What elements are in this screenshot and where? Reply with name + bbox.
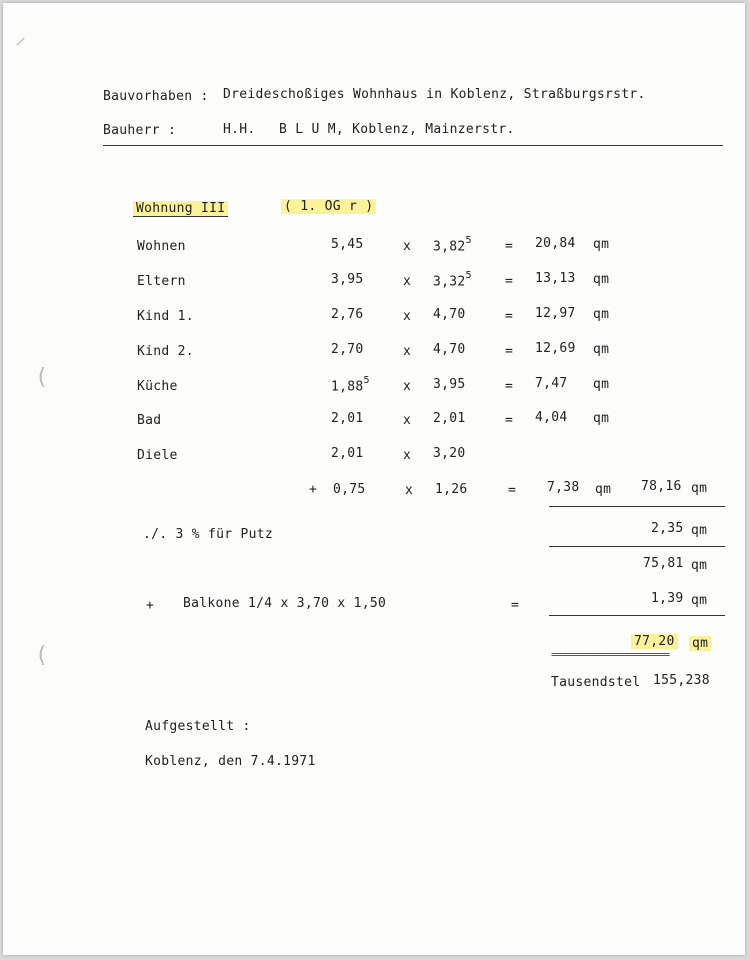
- room-width: [331, 342, 364, 357]
- deduction-label: ./. 3 % für Putz: [143, 527, 274, 542]
- room-times-text: x: [403, 274, 412, 289]
- room-name-text: Kind 2.: [137, 344, 194, 359]
- room-width-text: 2,01: [331, 446, 364, 461]
- room-times-text: x: [403, 379, 412, 394]
- room-times: [403, 274, 411, 289]
- total-unit: [689, 636, 711, 651]
- room-name: [137, 274, 186, 289]
- room-length-text: 3,32: [433, 274, 466, 290]
- room-equals: [505, 379, 513, 394]
- room-name-text: Bad: [137, 413, 162, 428]
- room-unit-text: qm: [593, 237, 610, 252]
- room-length-text: 3,95: [433, 377, 466, 392]
- room-unit: [593, 272, 609, 287]
- room-times: [403, 239, 411, 254]
- room-unit-text: qm: [593, 342, 610, 357]
- balcony-unit: qm: [691, 593, 708, 608]
- room-equals-text: =: [505, 309, 514, 324]
- room-area-text: 13,13: [535, 271, 576, 286]
- subtotal-value: 78,16: [641, 479, 682, 494]
- room-unit-text: qm: [593, 272, 610, 287]
- room-area: [535, 271, 576, 286]
- room-unit: [593, 377, 609, 392]
- punch-hole-mark: (: [35, 643, 49, 668]
- balcony-label: Balkone 1/4 x 3,70 x 1,50: [183, 596, 387, 611]
- owner-label: Bauherr :: [103, 123, 177, 138]
- room-name: [137, 448, 178, 463]
- room-length: [433, 307, 466, 322]
- room-width-superscript: 5: [363, 375, 370, 386]
- header-rule: [103, 145, 723, 146]
- room-name-text: Eltern: [137, 274, 186, 289]
- room-unit: [593, 411, 609, 426]
- room-name: [137, 413, 161, 428]
- subtotal-unit: qm: [691, 481, 708, 496]
- extra-area-unit: qm: [595, 482, 612, 497]
- room-times-text: x: [403, 448, 412, 463]
- deduction-rule: [549, 546, 725, 547]
- after-deduction-unit: qm: [691, 558, 708, 573]
- owner-value: B L U M, Koblenz, Mainzerstr.: [279, 122, 515, 137]
- room-times-text: x: [403, 344, 412, 359]
- room-times: [403, 448, 411, 463]
- room-width: [331, 307, 364, 322]
- deduction-unit: qm: [691, 523, 708, 538]
- balcony-value: 1,39: [651, 591, 684, 606]
- room-width: [331, 237, 364, 252]
- room-times-text: x: [403, 239, 412, 254]
- room-length: [433, 272, 472, 289]
- room-area: [535, 306, 576, 321]
- room-width-text: 5,45: [331, 237, 364, 252]
- scan-mark: ⸝: [15, 25, 27, 50]
- room-name: [137, 344, 194, 359]
- room-width-text: 2,70: [331, 342, 364, 357]
- room-area-text: 12,97: [535, 306, 576, 321]
- section-title: [133, 201, 228, 217]
- room-times: [403, 344, 411, 359]
- room-area: [535, 410, 568, 425]
- balcony-prefix: +: [146, 598, 155, 613]
- room-area: [535, 376, 568, 391]
- room-equals-text: =: [505, 413, 514, 428]
- room-equals: [505, 309, 513, 324]
- room-width-text: 1,88: [331, 379, 364, 395]
- room-equals-text: =: [505, 274, 514, 289]
- floor-label: [281, 199, 376, 214]
- section-title-text: Wohnung III: [133, 201, 228, 216]
- project-label: Bauvorhaben :: [103, 89, 209, 104]
- room-width-text: 2,01: [331, 411, 364, 426]
- room-area-text: 20,84: [535, 236, 576, 251]
- room-area-text: 12,69: [535, 341, 576, 356]
- total-value: [631, 634, 678, 649]
- room-name: [137, 379, 178, 394]
- punch-hole-mark: (: [35, 365, 49, 390]
- room-width: [331, 446, 364, 461]
- room-times: [403, 413, 411, 428]
- room-length: [433, 377, 466, 392]
- subtotal-rule: [549, 506, 725, 507]
- room-equals: [505, 239, 513, 254]
- extra-area: 7,38: [547, 480, 580, 495]
- room-area: [535, 341, 576, 356]
- room-length-text: 3,20: [433, 446, 466, 461]
- prepared-label: Aufgestellt :: [145, 719, 251, 734]
- room-length: [433, 446, 466, 461]
- floor-label-text: ( 1. OG r ): [281, 199, 376, 214]
- room-length: [433, 411, 466, 426]
- balcony-rule: [549, 615, 725, 616]
- room-length: [433, 237, 472, 254]
- room-unit-text: qm: [593, 411, 610, 426]
- room-width-text: 2,76: [331, 307, 364, 322]
- room-length: [433, 342, 466, 357]
- balcony-equals: =: [511, 598, 520, 613]
- room-unit: [593, 237, 609, 252]
- room-unit-text: qm: [593, 377, 610, 392]
- room-equals-text: =: [505, 344, 514, 359]
- total-value-text: 77,20: [631, 634, 678, 649]
- room-unit: [593, 307, 609, 322]
- room-equals: [505, 413, 513, 428]
- total-unit-text: qm: [689, 636, 711, 651]
- room-times: [403, 309, 411, 324]
- room-width-text: 3,95: [331, 272, 364, 287]
- room-width: [331, 377, 370, 394]
- room-name-text: Küche: [137, 379, 178, 394]
- document-page: [3, 3, 745, 955]
- total-double-rule: =====================: [551, 648, 670, 661]
- room-name-text: Wohnen: [137, 239, 186, 254]
- thousandths-value: 155,238: [653, 673, 710, 688]
- extra-width: 0,75: [333, 482, 366, 497]
- deduction-value: 2,35: [651, 521, 684, 536]
- room-equals: [505, 274, 513, 289]
- room-equals-text: =: [505, 239, 514, 254]
- room-name-text: Kind 1.: [137, 309, 194, 324]
- after-deduction-value: 75,81: [643, 556, 684, 571]
- room-length-text: 3,82: [433, 239, 466, 255]
- room-width: [331, 411, 364, 426]
- room-equals: [505, 344, 513, 359]
- room-length-text: 4,70: [433, 342, 466, 357]
- extra-prefix: +: [309, 482, 318, 497]
- room-length-superscript: 5: [465, 270, 472, 281]
- place-date: Koblenz, den 7.4.1971: [145, 754, 316, 769]
- owner-initials: H.H.: [223, 122, 256, 137]
- room-name-text: Diele: [137, 448, 178, 463]
- room-times-text: x: [403, 309, 412, 324]
- extra-equals: =: [508, 483, 517, 498]
- thousandths-label: Tausendstel: [551, 675, 641, 690]
- room-area-text: 7,47: [535, 376, 568, 391]
- extra-times: x: [405, 483, 414, 498]
- room-unit: [593, 342, 609, 357]
- room-equals-text: =: [505, 379, 514, 394]
- room-name: [137, 239, 186, 254]
- project-value: Dreideschoßiges Wohnhaus in Koblenz, Straßburgsrstr.: [223, 87, 646, 102]
- room-width: [331, 272, 364, 287]
- room-length-text: 2,01: [433, 411, 466, 426]
- room-unit-text: qm: [593, 307, 610, 322]
- room-length-text: 4,70: [433, 307, 466, 322]
- room-times: [403, 379, 411, 394]
- room-area: [535, 236, 576, 251]
- extra-length: 1,26: [435, 482, 468, 497]
- room-length-superscript: 5: [465, 235, 472, 246]
- room-times-text: x: [403, 413, 412, 428]
- room-area-text: 4,04: [535, 410, 568, 425]
- room-name: [137, 309, 194, 324]
